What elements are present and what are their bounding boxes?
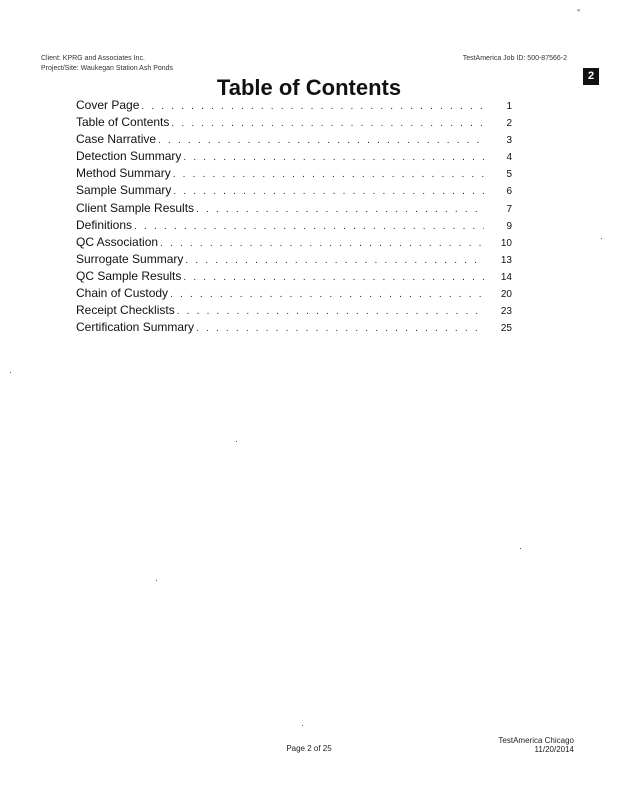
toc-leader-dots [183,269,484,286]
scan-speck [601,238,602,239]
section-tab: 2 [583,68,599,85]
toc-entry-label: Client Sample Results [76,200,195,215]
toc-entry-page: 4 [506,152,512,164]
toc-entry[interactable] [76,200,512,217]
toc-leader-dots [173,166,484,183]
client-name: Client: KPRG and Associates Inc. [41,55,145,62]
toc-leader-dots [177,303,484,320]
page-title: Table of Contents [216,75,402,100]
toc-leader-dots [196,320,484,337]
toc-entry-page: 6 [506,186,512,198]
toc-leader-dots [158,132,484,149]
toc-entry[interactable] [76,97,512,114]
toc-entry-label: Table of Contents [76,115,170,130]
toc-leader-dots [141,98,484,115]
toc-leader-dots [171,115,484,132]
document-header-left [41,54,173,74]
toc-entry[interactable] [76,234,512,251]
toc-entry-label: Receipt Checklists [76,303,175,318]
toc-entry-page: 20 [500,289,512,301]
table-of-contents [76,97,512,336]
toc-entry[interactable] [76,319,512,336]
toc-leader-dots [134,218,484,235]
scan-speck [156,580,157,581]
toc-entry[interactable] [76,148,512,165]
toc-entry-page: 23 [500,306,512,318]
scan-speck [10,372,11,373]
toc-entry[interactable] [76,182,512,199]
toc-entry-label: QC Sample Results [76,268,182,283]
toc-entry-label: Certification Summary [76,320,195,335]
toc-entry[interactable] [76,114,512,131]
toc-leader-dots [160,235,484,252]
scan-speck [302,725,303,726]
toc-entry-page: 25 [500,323,512,335]
toc-entry-label: Detection Summary [76,149,182,164]
toc-entry[interactable] [76,217,512,234]
toc-entry-page: 2 [506,118,512,130]
toc-leader-dots [170,286,484,303]
toc-entry-label: QC Association [76,234,159,249]
toc-entry-page: 5 [506,169,512,181]
project-site: Project/Site: Waukegan Station Ash Ponds [41,65,174,72]
toc-entry-label: Case Narrative [76,132,157,147]
toc-entry[interactable] [76,268,512,285]
toc-entry[interactable] [76,131,512,148]
toc-entry-label: Definitions [76,217,133,232]
toc-entry-label: Cover Page [76,98,140,112]
toc-entry-page: 7 [506,203,512,215]
toc-entry[interactable] [76,285,512,302]
toc-leader-dots [183,149,484,166]
toc-entry-page: 3 [506,135,512,147]
toc-entry-label: Method Summary [76,166,171,181]
toc-leader-dots [185,252,484,269]
toc-entry[interactable] [76,165,512,182]
toc-entry[interactable] [76,302,512,319]
toc-entry[interactable] [76,251,512,268]
toc-leader-dots [196,201,484,218]
toc-entry-page: 1 [506,101,512,112]
toc-entry-page: 9 [506,220,512,232]
toc-entry-label: Surrogate Summary [76,251,184,266]
scan-speck [520,548,521,549]
toc-entry-label: Sample Summary [76,183,172,198]
toc-leader-dots [173,183,484,200]
scan-mark: « [577,8,581,14]
scan-speck [236,441,237,442]
toc-entry-page: 14 [500,271,512,283]
report-date: 11/20/2014 [534,745,574,754]
lab-name: TestAmerica Chicago [498,736,574,745]
job-id: TestAmerica Job ID: 500-87566-2 [462,55,567,62]
toc-entry-label: Chain of Custody [76,286,169,301]
toc-entry-page: 13 [500,254,512,266]
page-number: Page 2 of 25 [286,744,332,753]
toc-entry-page: 10 [500,237,512,249]
footer-lab-info [498,736,574,754]
